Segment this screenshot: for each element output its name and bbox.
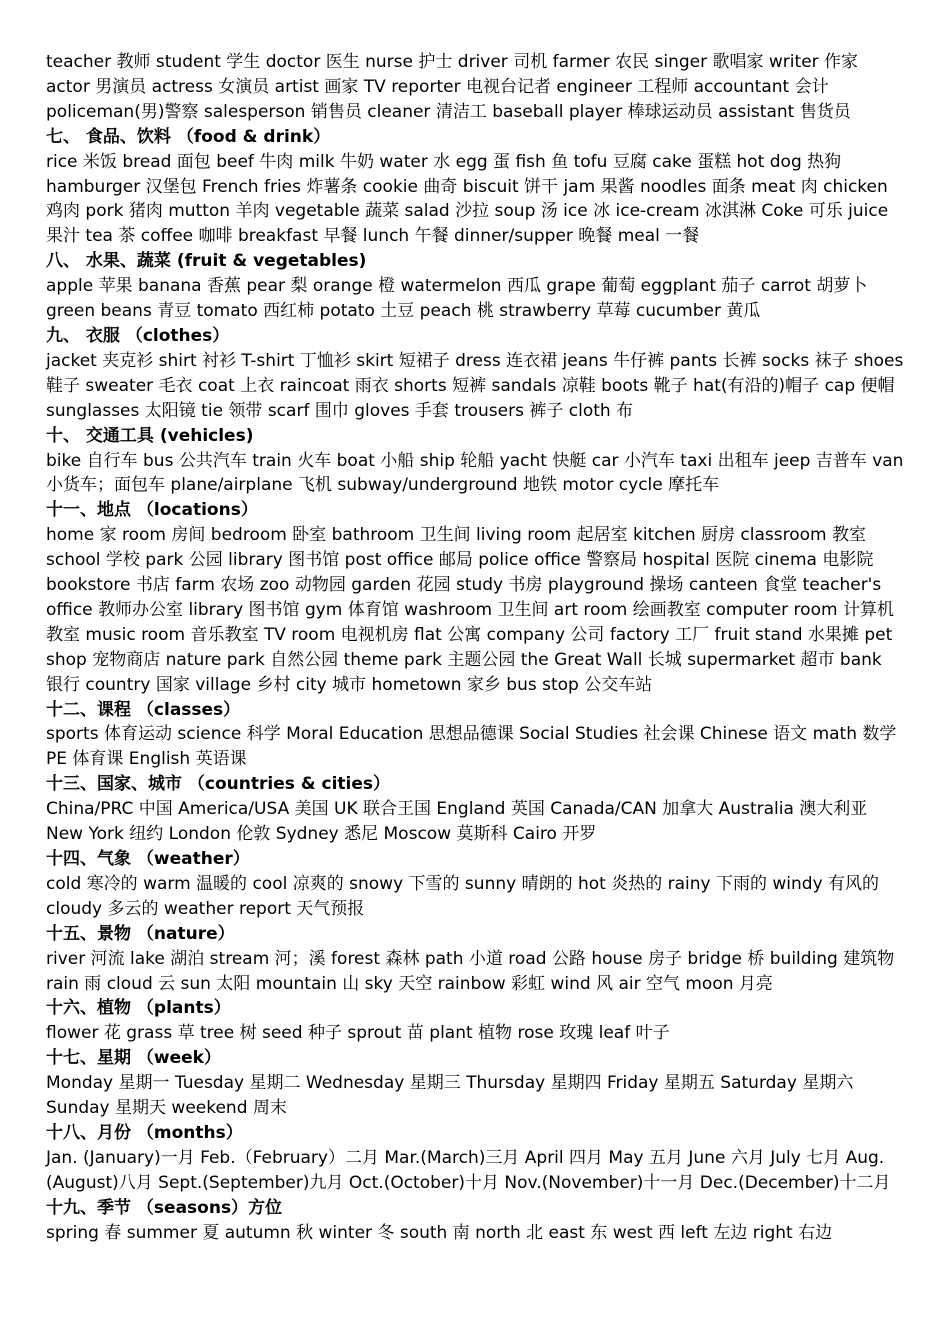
section-heading-vehicles: 十、 交通工具 (vehicles) — [46, 425, 254, 446]
week-words: Monday 星期一 Tuesday 星期二 Wednesday 星期三 Thursday 星期四 Friday 星期五 Saturday 星期六 Sunday 星期天 weekend 周末 — [46, 1073, 854, 1119]
section-heading-plants: 十六、植物 （plants） — [46, 998, 231, 1019]
food-drink-words: rice 米饭 bread 面包 beef 牛肉 milk 牛奶 water 水 egg 蛋 fish 鱼 tofu 豆腐 cake 蛋糕 hot dog 热狗 hamburger 汉堡包 French fries 炸薯条 cookie 曲奇 biscuit 饼干 jam 果酱 noodles 面条 meat 肉 chicken 鸡肉 pork 猪肉 mutton 羊肉 vegetable 蔬菜 salad 沙拉 soup 汤 ice 冰 ice-cream 冰淇淋 Coke 可乐 juice 果汁 tea 茶 coffee 咖啡 breakfast 早餐 lunch 午餐 dinner/supper 晚餐 meal 一餐 — [46, 151, 889, 247]
clothes-words: jacket 夹克衫 shirt 衬衫 T-shirt 丁恤衫 skirt 短裙子 dress 连衣裙 jeans 牛仔裤 pants 长裤 socks 袜子 shoes 鞋子 sweater 毛衣 coat 上衣 raincoat 雨衣 shorts 短裤 sandals 凉鞋 boots 靴子 hat(有沿的)帽子 cap 便帽 sunglasses 太阳镜 tie 领带 scarf 围巾 gloves 手套 trousers 裤子 cloth 布 — [46, 350, 904, 421]
section-heading-fruit-vegetables: 八、 水果、蔬菜 (fruit & vegetables) — [46, 251, 367, 272]
section-heading-nature: 十五、景物 （nature） — [46, 923, 235, 944]
section-heading-week: 十七、星期 （week） — [46, 1048, 221, 1069]
countries-cities-words: China/PRC 中国 America/USA 美国 UK 联合王国 England 英国 Canada/CAN 加拿大 Australia 澳大利亚 New York 纽约 London 伦敦 Sydney 悉尼 Moscow 莫斯科 Cairo 开罗 — [46, 799, 868, 845]
plants-words: flower 花 grass 草 tree 树 seed 种子 sprout 苗 plant 植物 rose 玫瑰 leaf 叶子 — [46, 1023, 670, 1044]
section-heading-locations: 十一、地点 （locations） — [46, 500, 258, 521]
fruit-vegetables-words: apple 苹果 banana 香蕉 pear 梨 orange 橙 watermelon 西瓜 grape 葡萄 eggplant 茄子 carrot 胡萝卜 green beans 青豆 tomato 西红柿 potato 土豆 peach 桃 strawberry 草莓 cucumber 黄瓜 — [46, 276, 868, 322]
section-heading-weather: 十四、气象 （weather） — [46, 849, 250, 869]
nature-words: river 河流 lake 湖泊 stream 河；溪 forest 森林 path 小道 road 公路 house 房子 bridge 桥 building 建筑物 rain 雨 cloud 云 sun 太阳 mountain 山 sky 天空 rainbow 彩虹 wind 风 air 空气 moon 月亮 — [46, 948, 895, 994]
vocabulary-document — [46, 50, 904, 1246]
section-heading-months: 十八、月份 （months） — [46, 1122, 243, 1143]
seasons-directions-words: spring 春 summer 夏 autumn 秋 winter 冬 south 南 north 北 east 东 west 西 left 左边 right 右边 — [46, 1222, 833, 1243]
section-heading-countries-cities: 十三、国家、城市 （countries & cities） — [46, 774, 391, 795]
section-heading-classes: 十二、课程 （classes） — [46, 699, 241, 720]
vehicles-words: bike 自行车 bus 公共汽车 train 火车 boat 小船 ship 轮船 yacht 快艇 car 小汽车 taxi 出租车 jeep 吉普车 van 小货车；面包车 plane/airplane 飞机 subway/underground 地铁 motor cycle 摩托车 — [46, 450, 904, 496]
section-heading-food-drink: 七、 食品、饮料 （food & drink） — [46, 126, 331, 147]
section-heading-seasons-directions: 十九、季节 （seasons）方位 — [46, 1197, 283, 1218]
section-heading-clothes: 九、 衣服 （clothes） — [46, 325, 230, 346]
occupations-words: teacher 教师 student 学生 doctor 医生 nurse 护士 driver 司机 farmer 农民 singer 歌唱家 writer 作家 actor 男演员 actress 女演员 artist 画家 TV reporter 电视台记者 engineer 工程师 accountant 会计 policeman(男)警察 salesperson 销售员 cleaner 清洁工 baseball player 棒球运动员 assistant 售货员 — [46, 52, 859, 122]
classes-words: sports 体育运动 science 科学 Moral Education 思想品德课 Social Studies 社会课 Chinese 语文 math 数学 PE 体育课 English 英语课 — [46, 724, 897, 770]
months-words: Jan. (January)一月 Feb.（February）二月 Mar.(March)三月 April 四月 May 五月 June 六月 July 七月 Aug.(August)八月 Sept.(September)九月 Oct.(October)十月 Nov.(November)十一月 Dec.(December)十二月 — [46, 1147, 891, 1193]
locations-words: home 家 room 房间 bedroom 卧室 bathroom 卫生间 living room 起居室 kitchen 厨房 classroom 教室 school 学校 park 公园 library 图书馆 post office 邮局 police office 警察局 hospital 医院 cinema 电影院 bookstore 书店 farm 农场 zoo 动物园 garden 花园 study 书房 playground 操场 canteen 食堂 teacher's office 教师办公室 library 图书馆 gym 体育馆 washroom 卫生间 art room 绘画教室 computer room 计算机教室 music room 音乐教室 TV room 电视机房 flat 公寓 company 公司 factory 工厂 fruit stand 水果摊 pet shop 宠物商店 nature park 自然公园 theme park 主题公园 the Great Wall 长城 supermarket 超市 bank 银行 country 国家 village 乡村 city 城市 hometown 家乡 bus stop 公交车站 — [46, 525, 894, 695]
weather-words: cold 寒冷的 warm 温暖的 cool 凉爽的 snowy 下雪的 sunny 晴朗的 hot 炎热的 rainy 下雨的 windy 有风的 cloudy 多云的 weather report 天气预报 — [46, 873, 880, 919]
